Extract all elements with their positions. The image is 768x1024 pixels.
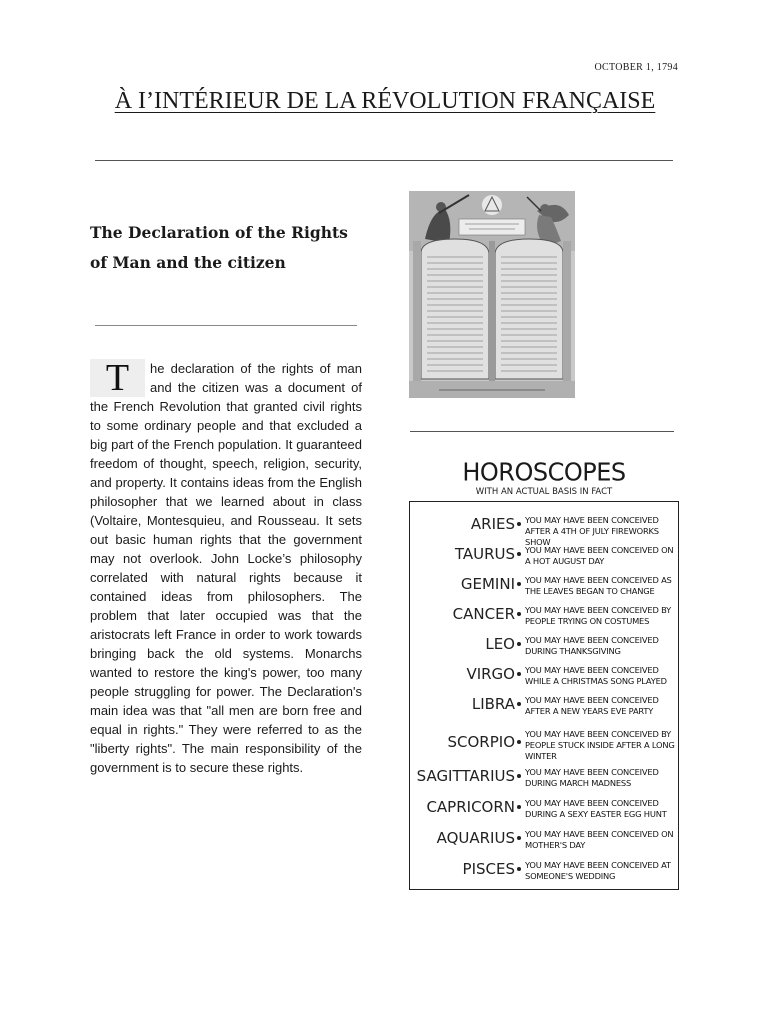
bullet-dot — [517, 740, 521, 744]
horoscope-row-sagittarius — [410, 764, 678, 794]
article-divider — [95, 325, 357, 326]
sign-name: LIBRA — [471, 695, 515, 713]
sign-fortune: YOU MAY HAVE BEEN CONCEIVED AT SOMEONE'S WEDDING — [525, 860, 671, 881]
bullet-dot — [517, 774, 521, 778]
sign-fortune: YOU MAY HAVE BEEN CONCEIVED ON MOTHER'S DAY — [525, 829, 674, 850]
sign-fortune: YOU MAY HAVE BEEN CONCEIVED ON A HOT AUGUST DAY — [525, 545, 674, 566]
sign-fortune: YOU MAY HAVE BEEN CONCEIVED DURING A SEXY EASTER EGG HUNT — [525, 798, 667, 819]
horoscopes-subtitle: WITH AN ACTUAL BASIS IN FACT — [475, 487, 613, 497]
sign-fortune: YOU MAY HAVE BEEN CONCEIVED AFTER A 4TH OF JULY FIREWORKS SHOW — [525, 515, 659, 547]
bullet-dot — [517, 672, 521, 676]
drop-cap: T — [90, 359, 145, 397]
newsletter-title: À I’INTÉRIEUR DE LA RÉVOLUTION FRANÇAISE — [114, 88, 656, 114]
bullet-dot — [517, 867, 521, 871]
sign-name: PISCES — [462, 860, 515, 878]
sign-fortune: YOU MAY HAVE BEEN CONCEIVED BY PEOPLE TRYING ON COSTUMES — [525, 605, 671, 626]
horoscope-row-virgo — [410, 662, 678, 692]
sign-name: CAPRICORN — [426, 798, 515, 816]
sign-fortune: YOU MAY HAVE BEEN CONCEIVED BY PEOPLE STUCK INSIDE AFTER A LONG WINTER — [525, 729, 675, 761]
bullet-dot — [517, 702, 521, 706]
bullet-dot — [517, 582, 521, 586]
horoscope-row-taurus — [410, 542, 678, 572]
horoscope-row-aries — [410, 512, 678, 547]
article-text: he declaration of the rights of man and the citizen was a document of the French Revolution that granted civil rights to some ordinary people and that excluded a big part of the French population. It guaranteed freedom of thought, speech, religion, security, and property. It contains ideas from the English philosopher that we learned about in class (Voltaire, Montesquieu, and Rousseau. It sets out basic human rights that the government may not overlook. John Locke’s philosophy correlated with natural rights because it contained ideas from philosophers. The problem that later occupied was that the aristocrats left France in order to work towards bringing back the old systems. Monarchs wanted to restore the king's power, too many people struggling for power. The Declaration's main idea was that "all men are born free and equal in rights." They were referred to as the "liberty rights". The main responsibility of the government is to secure these rights. — [90, 361, 362, 775]
sign-name: AQUARIUS — [436, 829, 515, 847]
bullet-dot — [517, 642, 521, 646]
sign-name: SCORPIO — [447, 733, 515, 751]
sign-fortune: YOU MAY HAVE BEEN CONCEIVED AS THE LEAVES BEGAN TO CHANGE — [525, 575, 672, 596]
horoscope-row-gemini — [410, 572, 678, 602]
sign-name: TAURUS — [454, 545, 515, 563]
bullet-dot — [517, 612, 521, 616]
bullet-dot — [517, 805, 521, 809]
sign-name: CANCER — [452, 605, 515, 623]
issue-date: OCTOBER 1, 1794 — [594, 62, 678, 73]
image-divider — [410, 431, 674, 432]
horoscopes-title: HOROSCOPES — [462, 457, 626, 487]
horoscopes-panel — [409, 501, 679, 890]
sign-fortune: YOU MAY HAVE BEEN CONCEIVED WHILE A CHRISTMAS SONG PLAYED — [525, 665, 667, 686]
title-divider — [95, 160, 673, 161]
bullet-dot — [517, 836, 521, 840]
horoscope-row-scorpio — [410, 726, 678, 761]
horoscope-row-libra — [410, 692, 678, 722]
sign-fortune: YOU MAY HAVE BEEN CONCEIVED AFTER A NEW YEARS EVE PARTY — [525, 695, 659, 716]
sign-fortune: YOU MAY HAVE BEEN CONCEIVED DURING MARCH MADNESS — [525, 767, 659, 788]
horoscope-row-leo — [410, 632, 678, 662]
sign-name: VIRGO — [466, 665, 515, 683]
declaration-engraving — [409, 191, 575, 398]
sign-name: LEO — [485, 635, 515, 653]
article-body — [90, 359, 362, 777]
horoscope-row-cancer — [410, 602, 678, 632]
bullet-dot — [517, 552, 521, 556]
bullet-dot — [517, 522, 521, 526]
horoscope-row-pisces — [410, 857, 678, 887]
horoscope-row-capricorn — [410, 795, 678, 825]
sign-fortune: YOU MAY HAVE BEEN CONCEIVED DURING THANKSGIVING — [525, 635, 659, 656]
sign-name: ARIES — [470, 515, 515, 533]
sign-name: SAGITTARIUS — [416, 767, 515, 785]
horoscope-row-aquarius — [410, 826, 678, 856]
article-title: The Declaration of the Rights of Man and the citizen — [90, 223, 348, 272]
sign-name: GEMINI — [460, 575, 515, 593]
